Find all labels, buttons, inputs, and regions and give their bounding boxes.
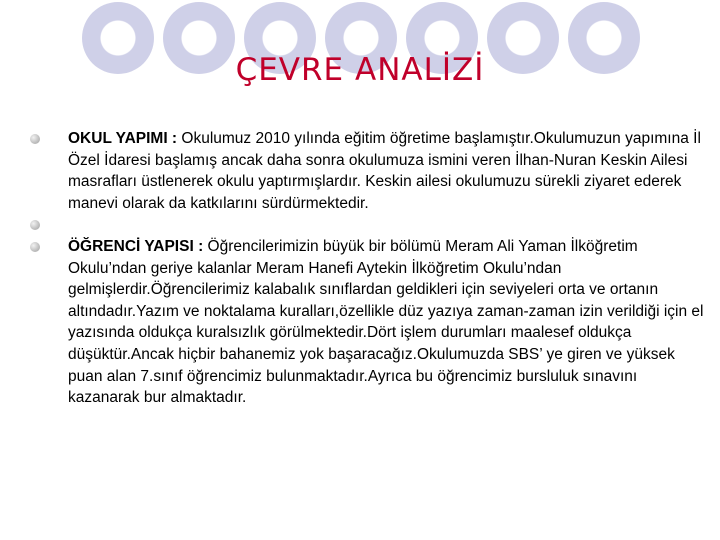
bullet-icon — [30, 242, 40, 252]
slide-content — [30, 128, 706, 409]
bullet-lead: ÖĞRENCİ YAPISI : — [68, 237, 208, 255]
slide-title: ÇEVRE ANALİZİ — [235, 52, 485, 88]
bullet-icon — [30, 220, 40, 230]
bullet-text: Öğrencilerimizin büyük bir bölümü Meram Ali Yaman İlköğretim Okulu’ndan geriye kalanlar Meram Hanefi Aytekin İlköğretim Okulu’ndan gelmişlerdir.Öğrencilerimiz kalabalık sınıflardan geldikleri için seviyeleri orta ve ortanın altındadır.Yazım ve noktalama kuralları,özellikle düz yazıya zaman-zaman izin verildiği için el yazısında oldukça kuralsızlık görülmektedir.Dört işlem durumları maalesef oldukça düşüktür.Ancak hiçbir bahanemiz yok başaracağız.Okulumuzda SBS’ ye giren ve yüksek puan alan 7.sınıf öğrencimiz bulunmaktadır.Ayrıca bu öğrencimiz bursluluk sınavını kazanarak bur almaktadır. — [68, 237, 704, 407]
bullet-item-ogrenci-yapisi — [30, 236, 706, 409]
bullet-text: Okulumuz 2010 yılında eğitim öğretime başlamıştır.Okulumuzun yapımına İl Özel İdaresi başlamış ancak daha sonra okulumuza ismini veren İlhan-Nuran Keskin Ailesi masrafları üstlenerek okulu yaptırmışlardır. Keskin ailesi okulumuzu sürekli ziyaret ederek manevi olarak da katkılarını sürdürmektedir. — [68, 130, 701, 212]
bullet-item-empty — [30, 214, 706, 236]
bullet-item-okul-yapimi — [30, 128, 706, 214]
bullet-icon — [30, 134, 40, 144]
bullet-lead: OKUL YAPIMI : — [68, 130, 182, 147]
